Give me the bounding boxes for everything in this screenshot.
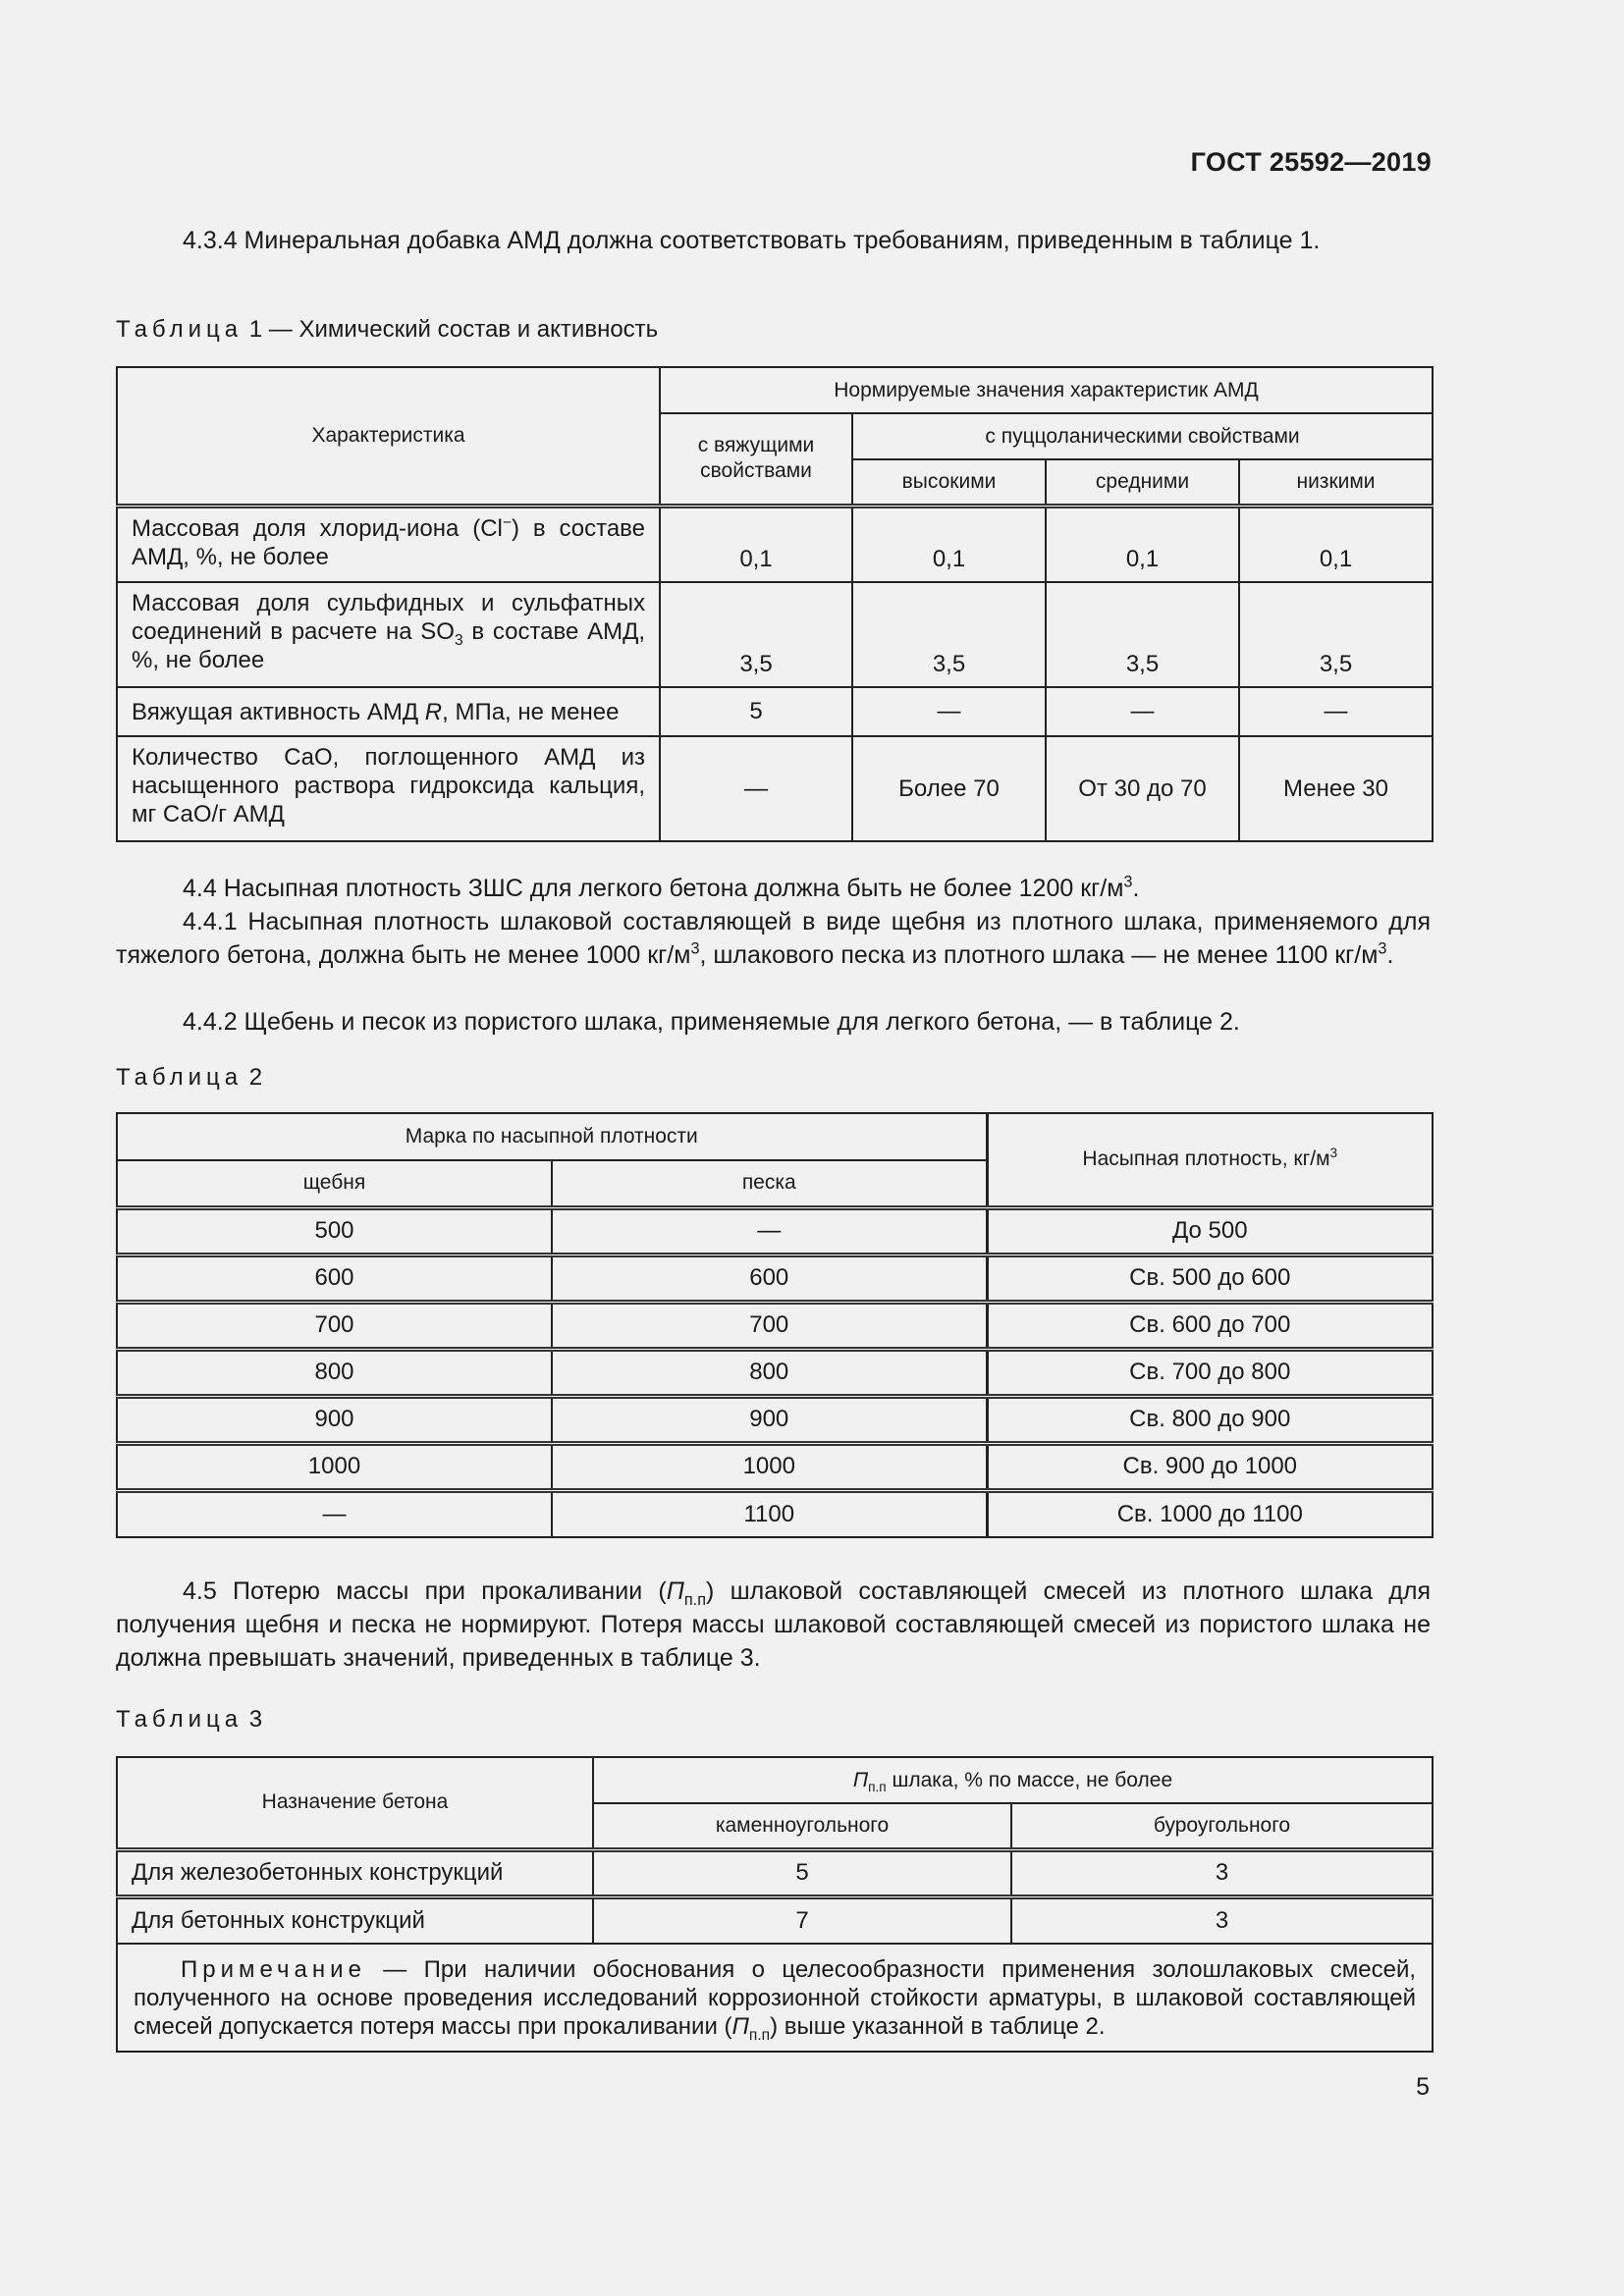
cell-value: 900 (117, 1396, 552, 1443)
cell-value: Более 70 (852, 736, 1046, 841)
cell-value: 700 (552, 1302, 987, 1349)
table-row (117, 1255, 1433, 1302)
cell-value: 3,5 (660, 582, 852, 687)
header-binding-properties: с вяжущими свойствами (660, 413, 852, 506)
header-sand: песка (552, 1160, 987, 1207)
table-row (117, 1896, 1433, 1944)
cell-value: 1000 (552, 1443, 987, 1490)
header-loss-group: $П_{п.п}$ шлака, % по массе, не более (593, 1757, 1433, 1803)
document-id: ГОСТ 25592—2019 (1190, 147, 1432, 177)
cell-value: 3,5 (852, 582, 1046, 687)
cell-value: 3 (1011, 1896, 1433, 1944)
cell-value: 7 (593, 1896, 1011, 1944)
paragraph-4-4-1: 4.4.1 Насыпная плотность шлаковой составляющей в виде щебня из плотного шлака, применяемого для тяжелого бетона, должна быть не менее 1000 $кг/м^3$, шлакового песка из плотного шлака — не менее 1100 $кг/м^3$. (116, 908, 1431, 969)
row-desc-cao: Количество СаО, поглощенного АМД из насыщенного раствора гидроксида кальция, мг СаО/г АМД (117, 736, 660, 841)
header-coal: каменноугольного (593, 1803, 1011, 1849)
cell-value: Св. 800 до 900 (987, 1396, 1433, 1443)
cell-value: — (117, 1490, 552, 1537)
header-grade-group: Марка по насыпной плотности (117, 1113, 987, 1160)
row-desc-binding-activity: Вяжущая активность АМД R, МПа, не менее (117, 687, 660, 736)
table3-caption: Таблица 3 (116, 1706, 263, 1733)
paragraph-4-3-4: 4.3.4 Минеральная добавка АМД должна соответствовать требованиям, приведенным в таблице 1. (183, 227, 1321, 254)
table-row (117, 1490, 1433, 1537)
table-bulk-density (116, 1112, 1434, 1538)
cell-value: 500 (117, 1207, 552, 1255)
page-number: 5 (1416, 2073, 1430, 2101)
cell-value: От 30 до 70 (1046, 736, 1239, 841)
paragraph-4-5: 4.5 Потерю массы при прокаливании $(П_{п.п})$ шлаковой составляющей смесей из плотного шлака для получения щебня и песка не нормируют. Потеря массы шлаковой составляющей смесей из пористого шлака не должна превышать значений, приведенных в таблице 3. (116, 1577, 1431, 1672)
cell-value: 1100 (552, 1490, 987, 1537)
table1-caption: Таблица 1 — Химический состав и активность (116, 316, 659, 343)
cell-value: До 500 (987, 1207, 1433, 1255)
table-row (117, 582, 1433, 687)
cell-value: 900 (552, 1396, 987, 1443)
table-row (117, 1349, 1433, 1396)
header-low: низкими (1239, 459, 1433, 506)
header-concrete-purpose: Назначение бетона (117, 1757, 593, 1849)
cell-value: — (552, 1207, 987, 1255)
header-medium: средними (1046, 459, 1239, 506)
cell-value: 0,1 (852, 506, 1046, 582)
table-chemical-composition (116, 366, 1434, 842)
cell-value: Для бетонных конструкций (117, 1896, 593, 1944)
cell-value: Св. 700 до 800 (987, 1349, 1433, 1396)
cell-value: 3,5 (1046, 582, 1239, 687)
table-row (117, 1443, 1433, 1490)
table-row (117, 736, 1433, 841)
cell-value: — (1239, 687, 1433, 736)
header-characteristic: Характеристика (117, 367, 660, 506)
cell-value: — (852, 687, 1046, 736)
cell-value: Св. 600 до 700 (987, 1302, 1433, 1349)
table-row (117, 1944, 1433, 2052)
cell-value: 0,1 (1046, 506, 1239, 582)
table-row (117, 506, 1433, 582)
table-row (117, 1396, 1433, 1443)
paragraph-4-4-2: 4.4.2 Щебень и песок из пористого шлака, применяемые для легкого бетона, — в таблице 2. (183, 1008, 1240, 1036)
cell-value: Менее 30 (1239, 736, 1433, 841)
table-row (117, 1849, 1433, 1896)
header-gravel: щебня (117, 1160, 552, 1207)
header-pozzolanic-properties: с пуццоланическими свойствами (852, 413, 1433, 459)
cell-value: 5 (593, 1849, 1011, 1896)
cell-value: 0,1 (660, 506, 852, 582)
cell-value: 1000 (117, 1443, 552, 1490)
cell-value: 700 (117, 1302, 552, 1349)
table-row (117, 1302, 1433, 1349)
table2-caption: Таблица 2 (116, 1064, 263, 1091)
table-row (117, 1207, 1433, 1255)
header-high: высокими (852, 459, 1046, 506)
paragraph-4-4: 4.4 Насыпная плотность ЗШС для легкого бетона должна быть не более 1200 $кг/м^3$. (183, 873, 1140, 902)
row-desc-sulfide: Массовая доля сульфидных и сульфатных соединений в расчете на $SO_3$ в составе АМД, %, не более (117, 582, 660, 687)
cell-value: 800 (117, 1349, 552, 1396)
cell-value: — (1046, 687, 1239, 736)
cell-value: Для железобетонных конструкций (117, 1849, 593, 1896)
header-brown-coal: буроугольного (1011, 1803, 1433, 1849)
header-bulk-density: Насыпная плотность, $кг/м^3$ (987, 1113, 1433, 1207)
cell-value: 3 (1011, 1849, 1433, 1896)
cell-value: 5 (660, 687, 852, 736)
cell-value: — (660, 736, 852, 841)
table-note: Примечание — При наличии обоснования о целесообразности применения золошлаковых смесей, полученного на основе проведения исследований коррозионной стойкости арматуры, в шлаковой составляющей смесей допускается потеря массы при прокаливании $(П_{п.п})$ выше указанной в таблице 2. (117, 1944, 1433, 2052)
cell-value: 3,5 (1239, 582, 1433, 687)
table-row (117, 687, 1433, 736)
cell-value: 800 (552, 1349, 987, 1396)
row-desc-chloride: Массовая доля хлорид-иона (Cl−) в составе АМД, %, не более (117, 506, 660, 582)
cell-value: Св. 500 до 600 (987, 1255, 1433, 1302)
cell-value: 600 (552, 1255, 987, 1302)
header-normative-values: Нормируемые значения характеристик АМД (660, 367, 1433, 413)
cell-value: Св. 1000 до 1100 (987, 1490, 1433, 1537)
cell-value: 0,1 (1239, 506, 1433, 582)
cell-value: Св. 900 до 1000 (987, 1443, 1433, 1490)
cell-value: 600 (117, 1255, 552, 1302)
table-loss-on-ignition (116, 1756, 1434, 2053)
